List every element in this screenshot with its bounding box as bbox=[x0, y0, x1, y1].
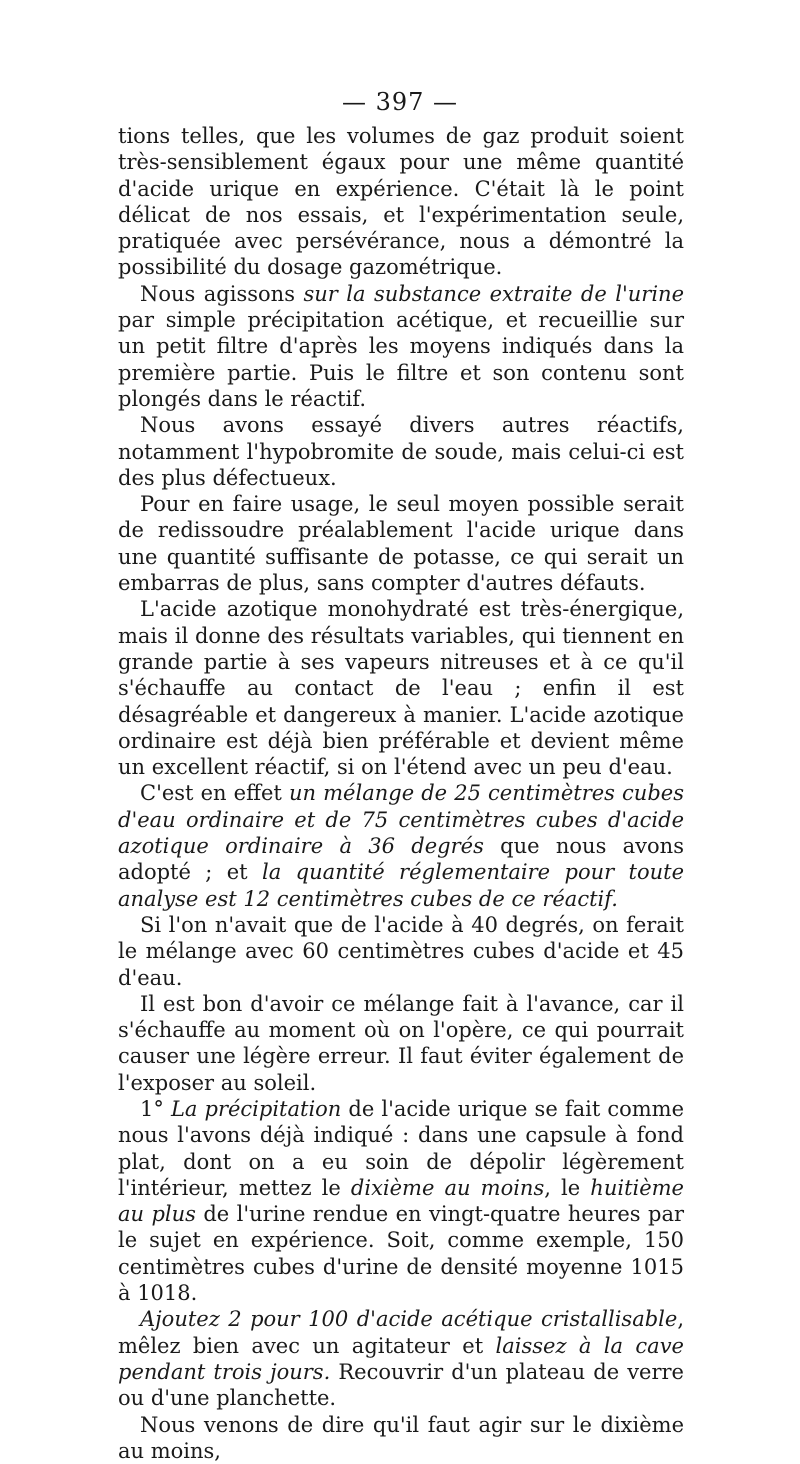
body-text bbox=[118, 123, 684, 1464]
paragraph bbox=[118, 1306, 684, 1411]
text-run: , le bbox=[544, 1175, 591, 1200]
text-run: tions telles, que les volumes de gaz produit soient très-sensiblement égaux pour une même quantité d'acide urique en expérience. C'était là le point délicat de nos essais, et l'expérimentation seule, pratiquée avec persévérance, nous a démontré la possibilité du dosage gazométrique. bbox=[118, 124, 684, 280]
text-run: que nous avons adopté ; et bbox=[118, 834, 684, 885]
italic-text: sur la substance extraite de l'urine bbox=[303, 281, 684, 306]
text-run: de l'acide urique se fait comme nous l'avons déjà indiqué : dans une capsule à fond plat, dont on a eu soin de dépolir légèrement l'intérieur, mettez le bbox=[118, 1096, 685, 1200]
italic-text: laissez à la cave pendant trois jours. bbox=[118, 1333, 684, 1384]
italic-text: dixième au moins bbox=[350, 1175, 545, 1200]
paragraph bbox=[118, 1096, 684, 1306]
paragraph bbox=[118, 491, 684, 596]
text-run: de l'urine rendue en vingt-quatre heures par le sujet en expérience. Soit, comme exemple, 150 centimètres cubes d'urine de densité moyenne 1015 à 1018. bbox=[118, 1202, 685, 1306]
paragraph bbox=[118, 281, 684, 412]
text-run: , mêlez bien avec un agitateur et bbox=[118, 1307, 684, 1358]
text-run: Nous agissons bbox=[140, 281, 304, 306]
paragraph bbox=[118, 991, 684, 1096]
paragraph bbox=[118, 912, 684, 991]
italic-text: huitième au plus bbox=[118, 1175, 684, 1227]
text-run: Pour en faire usage, le seul moyen possible serait de redissoudre préalablement l'acide urique dans une quantité suffisante de potasse, ce qui serait un embarras de plus, sans compter d'autres défauts. bbox=[118, 492, 684, 596]
italic-text: un mélange de 25 centimètres cubes d'eau ordinaire et de 75 centimètres cubes d'acide azotique ordinaire à 36 degrés bbox=[118, 781, 684, 859]
text-run: C'est en effet bbox=[140, 781, 289, 806]
text-run: Recouvrir d'un plateau de verre ou d'une planchette. bbox=[118, 1359, 684, 1411]
page-number: — 397 — bbox=[341, 88, 459, 116]
text-run: Si l'on n'avait que de l'acide à 40 degrés, on ferait le mélange avec 60 centimètres cubes d'acide et 45 d'eau. bbox=[118, 912, 684, 990]
italic-text: Ajoutez 2 pour 100 d'acide acétique cristallisable bbox=[140, 1307, 678, 1332]
italic-text: la quantité réglementaire pour toute analyse est 12 centimètres cubes de ce réactif. bbox=[118, 860, 685, 911]
paragraph bbox=[118, 780, 684, 911]
text-run: par simple précipitation acétique, et recueillie sur un petit filtre d'après les moyens indiqués dans la première partie. Puis le filtre et son contenu sont plongés dans le réactif. bbox=[118, 308, 684, 411]
text-run: Il est bon d'avoir ce mélange fait à l'avance, car il s'échauffe au moment où on l'opère, ce qui pourrait causer une légère erreur. Il faut éviter également de l'exposer au soleil. bbox=[118, 991, 684, 1095]
text-run: Nous venons de dire qu'il faut agir sur le dixième au moins, bbox=[118, 1412, 684, 1463]
italic-text: La précipitation bbox=[170, 1096, 342, 1121]
paragraph bbox=[118, 412, 684, 491]
paragraph bbox=[118, 123, 684, 281]
paragraph bbox=[118, 1412, 684, 1464]
paragraph bbox=[118, 596, 684, 780]
text-run: 1° bbox=[140, 1096, 171, 1121]
text-run: L'acide azotique monohydraté est très-énergique, mais il donne des résultats variables, qui tiennent en grande partie à ses vapeurs nitreuses et à ce qu'il s'échauffe au contact de l'eau ; enfin il est désagréable et dangereux à manier. L'acide azotique ordinaire est déjà bien préférable et devient même un excellent réactif, si on l'étend avec un peu d'eau. bbox=[118, 597, 684, 780]
text-run: Nous avons essayé divers autres réactifs, notamment l'hypobromite de soude, mais celui-ci est des plus défectueux. bbox=[118, 413, 684, 490]
